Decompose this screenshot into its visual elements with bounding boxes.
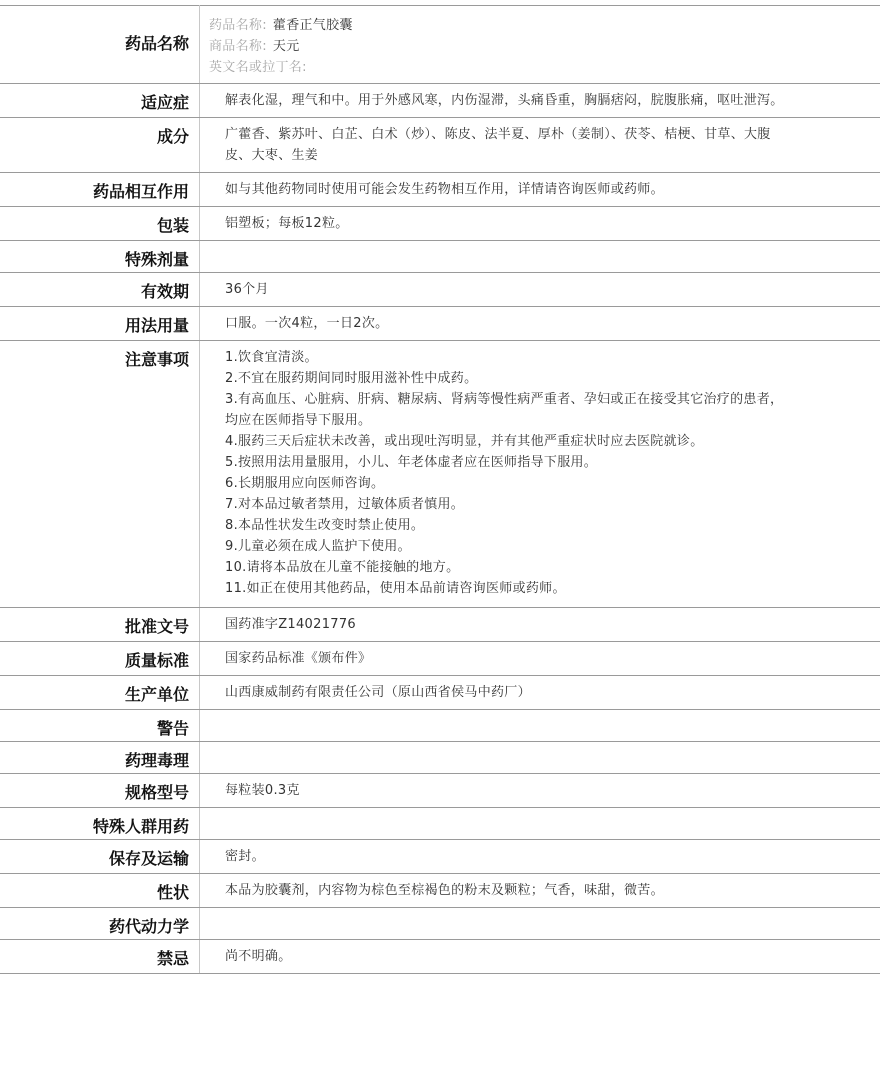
- pharmacokinetics-label: 药代动力学: [0, 908, 200, 940]
- manufacturer-label: 生产单位: [0, 676, 200, 710]
- contraindications-value: 尚不明确。: [200, 940, 880, 974]
- precaution-item: 9.儿童必须在成人监护下使用。: [225, 539, 411, 554]
- appearance-label: 性状: [0, 874, 200, 908]
- precaution-item: 4.服药三天后症状未改善，或出现吐泻明显，并有其他严重症状时应去医院就诊。: [225, 434, 704, 449]
- specification-value: 每粒装0.3克: [200, 774, 880, 808]
- quality-standard-value: 国家药品标准《颁布件》: [200, 642, 880, 676]
- row-precautions: [0, 341, 880, 608]
- generic-name-value: 藿香正气胶囊: [272, 18, 353, 33]
- precautions-value: [200, 341, 880, 608]
- trade-name-line: [209, 36, 870, 57]
- latin-name-line: [209, 57, 870, 78]
- drug-name-values: [200, 6, 880, 84]
- precaution-item: 3.有高血压、心脏病、肝病、糖尿病、肾病等慢性病严重者、孕妇或正在接受其它治疗的患者，均应在医师指导下服用。: [225, 392, 784, 428]
- special-population-label: 特殊人群用药: [0, 808, 200, 840]
- row-quality-standard: [0, 642, 880, 676]
- row-pharmacokinetics: [0, 908, 880, 940]
- ingredients-label: 成分: [0, 118, 200, 173]
- row-manufacturer: [0, 676, 880, 710]
- row-usage: [0, 307, 880, 341]
- row-packaging: [0, 207, 880, 241]
- generic-name-line: [209, 15, 870, 36]
- generic-name-key: 药品名称:: [209, 18, 267, 33]
- pharmacokinetics-value: [200, 908, 880, 940]
- approval-no-value: 国药准字Z14021776: [200, 608, 880, 642]
- row-special-dosage: [0, 241, 880, 273]
- row-indications: [0, 84, 880, 118]
- indications-label: 适应症: [0, 84, 200, 118]
- storage-value: 密封。: [200, 840, 880, 874]
- pharmacology-label: 药理毒理: [0, 742, 200, 774]
- row-warning: [0, 710, 880, 742]
- warning-value: [200, 710, 880, 742]
- row-approval-no: [0, 608, 880, 642]
- ingredients-value: 广藿香、紫苏叶、白芷、白术（炒）、陈皮、法半夏、厚朴（姜制）、茯苓、桔梗、甘草、大腹皮、大枣、生姜: [200, 118, 880, 173]
- row-interactions: [0, 173, 880, 207]
- pharmacology-value: [200, 742, 880, 774]
- interactions-value: 如与其他药物同时使用可能会发生药物相互作用，详情请咨询医师或药师。: [200, 173, 880, 207]
- precaution-item: 6.长期服用应向医师咨询。: [225, 476, 385, 491]
- drug-spec-table: [0, 5, 880, 974]
- manufacturer-value: 山西康威制药有限责任公司（原山西省侯马中药厂）: [200, 676, 880, 710]
- shelf-life-label: 有效期: [0, 273, 200, 307]
- precaution-item: 11.如正在使用其他药品，使用本品前请咨询医师或药师。: [225, 581, 566, 596]
- approval-no-label: 批准文号: [0, 608, 200, 642]
- precaution-item: 1.饮食宜清淡。: [225, 350, 318, 365]
- indications-value: 解表化湿，理气和中。用于外感风寒，内伤湿滞，头痛昏重，胸膈痞闷，脘腹胀痛，呕吐泄泻。: [200, 84, 880, 118]
- usage-value: 口服。一次4粒，一日2次。: [200, 307, 880, 341]
- special-dosage-label: 特殊剂量: [0, 241, 200, 273]
- precautions-label: 注意事项: [0, 341, 200, 608]
- trade-name-key: 商品名称:: [209, 39, 267, 54]
- special-population-value: [200, 808, 880, 840]
- quality-standard-label: 质量标准: [0, 642, 200, 676]
- row-special-population: [0, 808, 880, 840]
- row-ingredients: [0, 118, 880, 173]
- row-specification: [0, 774, 880, 808]
- appearance-value: 本品为胶囊剂，内容物为棕色至棕褐色的粉末及颗粒；气香，味甜，微苦。: [200, 874, 880, 908]
- trade-name-value: 天元: [272, 39, 300, 54]
- precautions-list: [225, 347, 790, 599]
- contraindications-label: 禁忌: [0, 940, 200, 974]
- row-drug-name: [0, 6, 880, 84]
- row-contraindications: [0, 940, 880, 974]
- precaution-item: 8.本品性状发生改变时禁止使用。: [225, 518, 425, 533]
- precaution-item: 2.不宜在服药期间同时服用滋补性中成药。: [225, 371, 478, 386]
- warning-label: 警告: [0, 710, 200, 742]
- special-dosage-value: [200, 241, 880, 273]
- row-pharmacology: [0, 742, 880, 774]
- storage-label: 保存及运输: [0, 840, 200, 874]
- row-shelf-life: [0, 273, 880, 307]
- row-storage: [0, 840, 880, 874]
- latin-name-key: 英文名或拉丁名:: [209, 60, 307, 75]
- packaging-value: 铝塑板；每板12粒。: [200, 207, 880, 241]
- row-appearance: [0, 874, 880, 908]
- specification-label: 规格型号: [0, 774, 200, 808]
- precaution-item: 5.按照用法用量服用，小儿、年老体虚者应在医师指导下服用。: [225, 455, 598, 470]
- drug-name-label: 药品名称: [0, 6, 200, 84]
- shelf-life-value: 36个月: [200, 273, 880, 307]
- packaging-label: 包装: [0, 207, 200, 241]
- usage-label: 用法用量: [0, 307, 200, 341]
- precaution-item: 7.对本品过敏者禁用，过敏体质者慎用。: [225, 497, 465, 512]
- precaution-item: 10.请将本品放在儿童不能接触的地方。: [225, 560, 460, 575]
- interactions-label: 药品相互作用: [0, 173, 200, 207]
